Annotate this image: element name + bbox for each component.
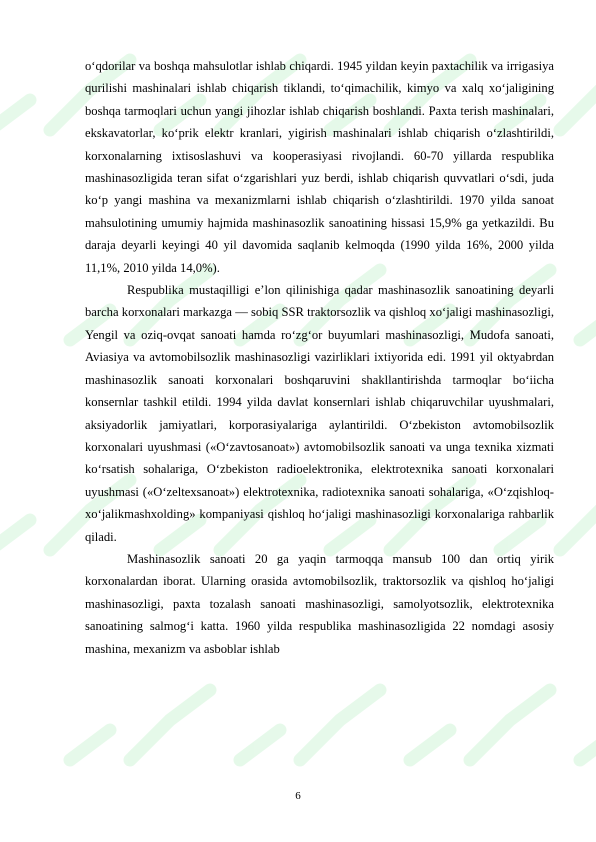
paragraph-2: Respublika mustaqilligi e’lon qilinishiga qadar mashinasozlik sanoatining deyarli barcha korxonalari markazga — sobiq SSR traktorsozlik va qishloq xo‘jaligi mashinasozligi, Yengil va oziq-ovqat sanoati hamda ro‘zg‘or buyumlari mashinasozligi, Mudofa sanoati, Aviasiya va avtomobilsozlik mashinasozligi vazirliklari ixtiyorida edi. 1991 yil oktyabrdan mashinasozlik sanoati korxonalari boshqaruvini shakllantirishda tarmoqlar bo‘iicha konsernlar tashkil etildi. 1994 yilda davlat konsernlari ishlab chiqaruvchilar uyushmalari, aksiyadorlik jamiyatlari, korporasiyalariga aylantirildi. O‘zbekiston avtomobilsozlik korxonalari uyushmasi («O‘zavtosanoat») avtomobilsozlik sanoati va unga texnika xizmati ko‘rsatish sohalariga, O‘zbekiston radioelektronika, elektrotexnika sanoati korxonalari uyushmasi («O‘zeltexsanoat») elektrotexnika, radiotexnika sanoati sohalariga, «O‘zqishloq-xo‘jalikmashxolding» kompaniyasi qishloq ho‘jaligi mashinasozligi korxonalariga rahbarlik qiladi.	[85, 283, 554, 544]
watermark-mark	[70, 690, 210, 760]
watermark-mark	[240, 690, 380, 760]
watermark-mark	[580, 690, 596, 760]
watermark-mark	[580, 270, 596, 340]
page-number: 6	[295, 790, 301, 802]
watermark-mark	[410, 690, 550, 760]
body-text	[85, 55, 554, 660]
paragraph-1: o‘qdorilar va boshqa mahsulotlar ishlab chiqardi. 1945 yildan keyin paxtachilik va irrigasiya qurilishi mashinalari ishlab chiqarish tiklandi, to‘qimachilik, kimyo va xalq xo‘jaligining boshqa tarmoqlari uchun yangi jihozlar ishlab chiqarish boshlandi. Paxta terish mashinalari, ekskavatorlar, ko‘prik elektr kranlari, yigirish mashinalari ishlab chiqarish o‘zlashtirildi, korxonalarning ixtisoslashuvi va kooperasiyasi rivojlandi. 60-70 yillarda respublika mashinasozligida teran sifat o‘zgarishlari yuz berdi, ishlab chiqarish quvvatlari o‘sdi, juda ko‘p yangi mashina va mexanizmlarni ishlab chiqarish o‘zlashtirildi. 1970 yilda sanoat mahsulotining umumiy hajmida mashinasozlik sanoatining hissasi 15,9% ga yetkazildi. Bu daraja deyarli keyingi 40 yil davomida saqlanib kelmoqda (1990 yilda 16%, 2000 yilda 11,1%, 2010 yilda 14,0%).	[85, 59, 554, 275]
paragraph-3: Mashinasozlik sanoati 20 ga yaqin tarmoqqa mansub 100 dan ortiq yirik korxonalardan iborat. Ularning orasida avtomobilsozlik, traktorsozlik va qishloq ho‘jaligi mashinasozligi, paxta tozalash sanoati mashinasozligi, samolyotsozlik, elektrotexnika sanoatining salmog‘i katta. 1960 yilda respublika mashinasozligida 22 nomdagi asosiy mashina, mexanizm va asboblar ishlab	[85, 551, 554, 656]
